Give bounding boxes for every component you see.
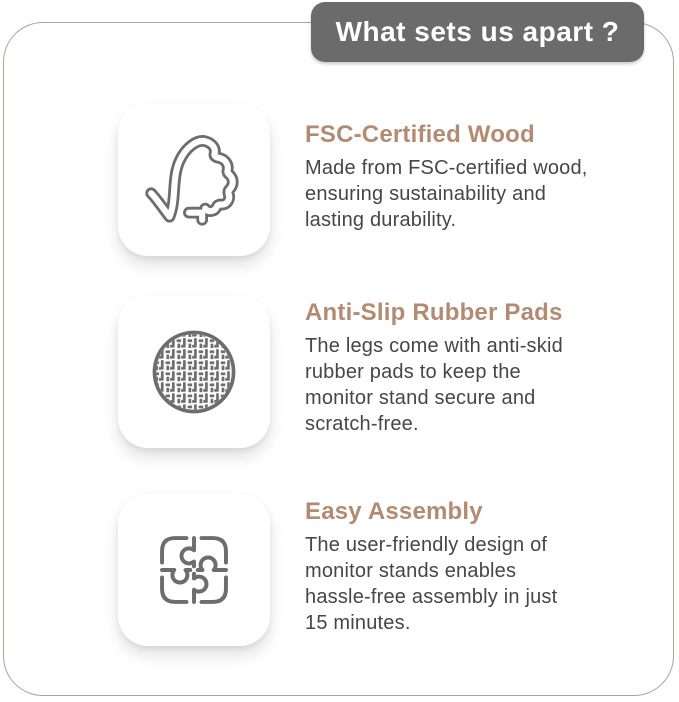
feature-icon-card: [118, 494, 270, 646]
feature-text-block: [305, 498, 615, 636]
header-banner: [311, 2, 644, 62]
feature-title: FSC-Certified Wood: [305, 121, 535, 148]
feature-body-line: monitor stands enables: [305, 560, 517, 582]
puzzle-icon: [147, 523, 241, 617]
feature-body-line: Made from FSC-certified wood,: [305, 157, 588, 179]
feature-body-line: The legs come with anti-skid: [305, 335, 563, 357]
header-title: What sets us apart ?: [335, 16, 620, 47]
feature-title: Easy Assembly: [305, 498, 483, 525]
feature-icon-card: [118, 104, 270, 256]
anti-slip-pad-icon: [148, 326, 240, 418]
feature-body-line: scratch-free.: [305, 413, 419, 435]
feature-icon-card: [118, 296, 270, 448]
feature-body-line: lasting durability.: [305, 209, 457, 231]
feature-body-line: rubber pads to keep the: [305, 361, 521, 383]
feature-text-block: [305, 121, 615, 233]
feature-body-line: hassle-free assembly in just: [305, 586, 558, 608]
feature-text-block: [305, 299, 615, 437]
feature-body-line: ensuring sustainability and: [305, 183, 547, 205]
feature-body-line: monitor stand secure and: [305, 387, 536, 409]
feature-title: Anti-Slip Rubber Pads: [305, 299, 563, 326]
feature-body-line: 15 minutes.: [305, 612, 411, 634]
feature-body-line: The user-friendly design of: [305, 534, 548, 556]
fsc-tree-icon: [141, 129, 247, 231]
